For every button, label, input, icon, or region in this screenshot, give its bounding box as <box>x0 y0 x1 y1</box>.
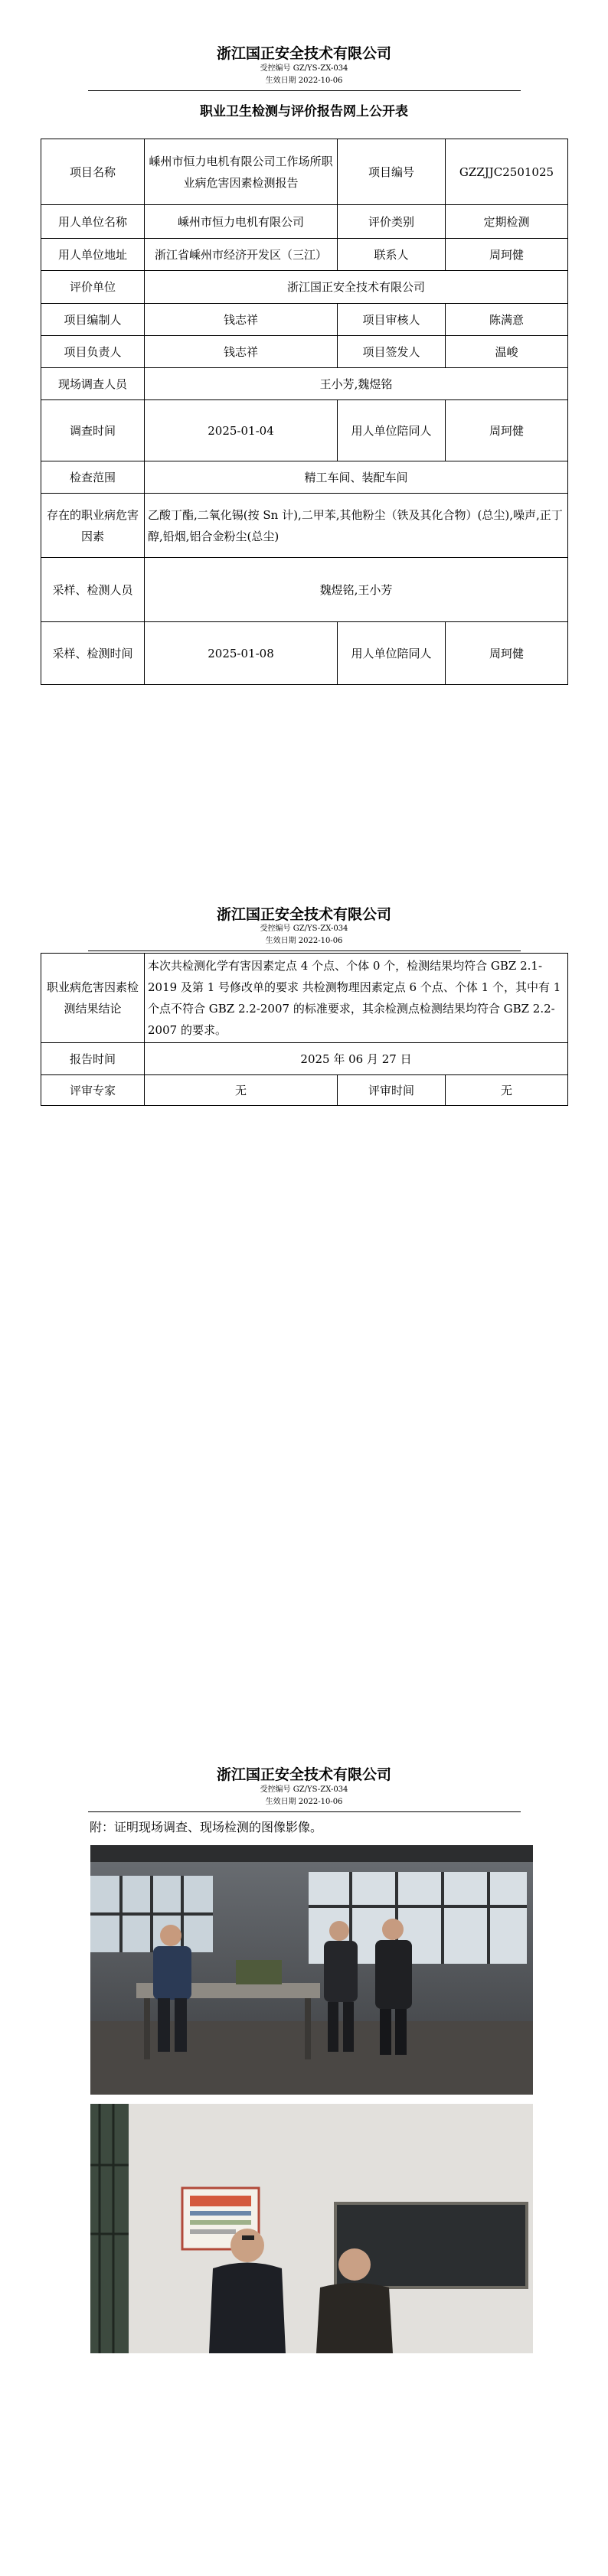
value-experts: 无 <box>145 1075 338 1106</box>
label-address: 用人单位地址 <box>41 239 145 271</box>
label-employer: 用人单位名称 <box>41 205 145 239</box>
label-scope: 检查范围 <box>41 461 145 494</box>
conclusion-table <box>41 953 568 1106</box>
value-review-time: 无 <box>446 1075 568 1106</box>
value-samplers: 魏煜铭,王小芳 <box>145 558 568 622</box>
value-project-no: GZZJJC2501025 <box>446 139 568 205</box>
disclosure-table <box>41 139 568 685</box>
value-report-time: 2025 年 06 月 27 日 <box>145 1043 568 1075</box>
control-number-p3: 受控编号 GZ/YS-ZX-034 <box>260 1785 348 1794</box>
value-hazards: 乙酸丁酯,二氧化锡(按 Sn 计),二甲苯,其他粉尘（铁及其化合物）(总尘),噪声,正丁醇,铅烟,铝合金粉尘(总尘) <box>145 494 568 558</box>
effective-date-p2: 生效日期 2022-10-06 <box>265 937 343 945</box>
value-reviewer: 陈满意 <box>446 304 568 336</box>
company-header: 浙江国正安全技术有限公司 <box>216 45 391 62</box>
value-evaluator: 浙江国正安全技术有限公司 <box>145 271 568 304</box>
label-companion: 用人单位陪同人 <box>338 400 446 461</box>
label-evaluator: 评价单位 <box>41 271 145 304</box>
value-investigators: 王小芳,魏煜铭 <box>145 368 568 400</box>
label-issuer: 项目签发人 <box>338 336 446 368</box>
value-project-name: 嵊州市恒力电机有限公司工作场所职业病危害因素检测报告 <box>145 139 338 205</box>
value-employer: 嵊州市恒力电机有限公司 <box>145 205 338 239</box>
value-survey-time: 2025-01-04 <box>145 400 338 461</box>
header-divider-p3 <box>88 1811 521 1812</box>
value-issuer: 温峻 <box>446 336 568 368</box>
label-companion2: 用人单位陪同人 <box>338 622 446 685</box>
appendix-note: 附：证明现场调查、现场检测的图像影像。 <box>90 1820 323 1834</box>
label-investigators: 现场调查人员 <box>41 368 145 400</box>
label-leader: 项目负责人 <box>41 336 145 368</box>
label-conclusion: 职业病危害因素检测结果结论 <box>41 954 145 1043</box>
label-samplers: 采样、检测人员 <box>41 558 145 622</box>
value-sample-time: 2025-01-08 <box>145 622 338 685</box>
label-compiler: 项目编制人 <box>41 304 145 336</box>
effective-date-p3: 生效日期 2022-10-06 <box>265 1798 343 1806</box>
page-title: 职业卫生检测与评价报告网上公开表 <box>200 104 408 119</box>
label-project-name: 项目名称 <box>41 139 145 205</box>
value-contact: 周珂健 <box>446 239 568 271</box>
header-divider <box>88 90 521 91</box>
label-contact: 联系人 <box>338 239 446 271</box>
label-hazards: 存在的职业病危害因素 <box>41 494 145 558</box>
value-scope: 精工车间、装配车间 <box>145 461 568 494</box>
company-header-p3: 浙江国正安全技术有限公司 <box>216 1766 391 1783</box>
label-eval-type: 评价类别 <box>338 205 446 239</box>
company-header-p2: 浙江国正安全技术有限公司 <box>216 906 391 923</box>
control-number-p2: 受控编号 GZ/YS-ZX-034 <box>260 924 348 933</box>
value-leader: 钱志祥 <box>145 336 338 368</box>
label-survey-time: 调查时间 <box>41 400 145 461</box>
value-companion: 周珂健 <box>446 400 568 461</box>
label-sample-time: 采样、检测时间 <box>41 622 145 685</box>
value-conclusion: 本次共检测化学有害因素定点 4 个点、个体 0 个，检测结果均符合 GBZ 2.1-2019 及第 1 号修改单的要求 共检测物理因素定点 6 个点、个体 1 个，其中有 1 个点不符合 GBZ 2.2-2007 的标准要求，其余检测点检测结果均符合 GBZ 2.2-2007 的要求。 <box>145 954 568 1043</box>
label-reviewer: 项目审核人 <box>338 304 446 336</box>
label-experts: 评审专家 <box>41 1075 145 1106</box>
value-companion2: 周珂健 <box>446 622 568 685</box>
site-survey-photo <box>90 1845 533 2095</box>
label-project-no: 项目编号 <box>338 139 446 205</box>
effective-date: 生效日期 2022-10-06 <box>265 77 343 85</box>
value-compiler: 钱志祥 <box>145 304 338 336</box>
value-eval-type: 定期检测 <box>446 205 568 239</box>
site-testing-photo <box>90 2104 533 2353</box>
value-address: 浙江省嵊州市经济开发区（三江） <box>145 239 338 271</box>
label-review-time: 评审时间 <box>338 1075 446 1106</box>
control-number: 受控编号 GZ/YS-ZX-034 <box>260 64 348 73</box>
label-report-time: 报告时间 <box>41 1043 145 1075</box>
